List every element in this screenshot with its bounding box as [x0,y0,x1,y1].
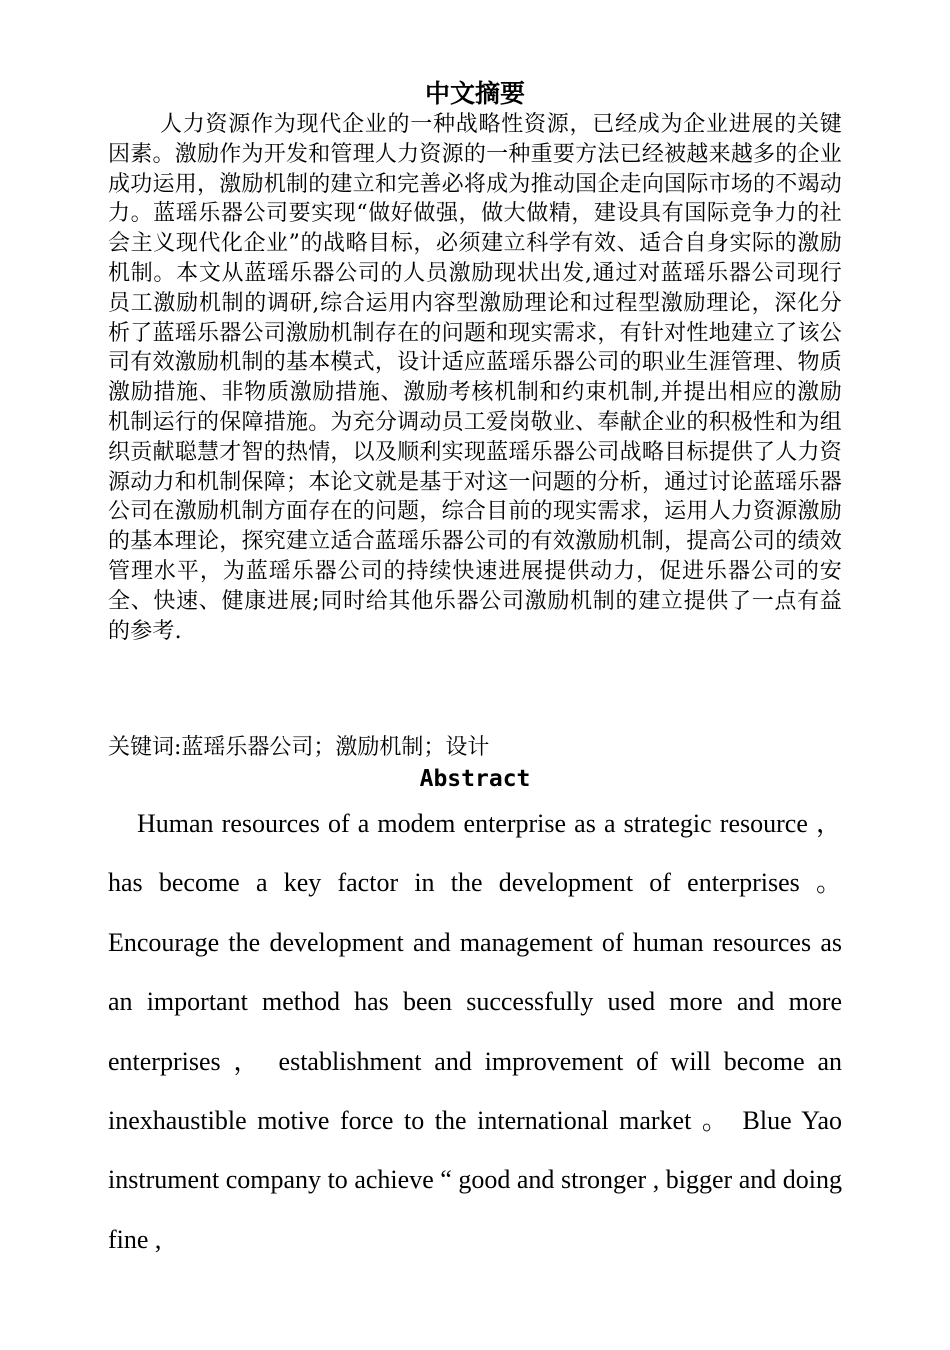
chinese-abstract-body: 人力资源作为现代企业的一种战略性资源，已经成为企业进展的关键因素。激励作为开发和管理人力资源的一种重要方法已经被越来越多的企业成功运用，激励机制的建立和完善必将成为推动国企走向国际市场的不竭动力。蓝瑶乐器公司要实现“做好做强，做大做精，建设具有国际竞争力的社会主义现代化企业”的战略目标，必须建立科学有效、适合自身实际的激励机制。本文从蓝瑶乐器公司的人员激励现状出发,通过对蓝瑶乐器公司现行员工激励机制的调研,综合运用内容型激励理论和过程型激励理论，深化分析了蓝瑶乐器公司激励机制存在的问题和现实需求，有针对性地建立了该公司有效激励机制的基本模式，设计适应蓝瑶乐器公司的职业生涯管理、物质激励措施、非物质激励措施、激励考核机制和约束机制,并提出相应的激励机制运行的保障措施。为充分调动员工爱岗敬业、奉献企业的积极性和为组织贡献聪慧才智的热情，以及顺利实现蓝瑶乐器公司战略目标提供了人力资源动力和机制保障；本论文就是基于对这一问题的分析，通过讨论蓝瑶乐器公司在激励机制方面存在的问题，综合目前的现实需求，运用人力资源激励的基本理论，探究建立适合蓝瑶乐器公司的有效激励机制，提高公司的绩效管理水平，为蓝瑶乐器公司的持续快速进展提供动力，促进乐器公司的安全、快速、健康进展;同时给其他乐器公司激励机制的建立提供了一点有益的参考. [108,112,842,644]
english-abstract-title: Abstract [419,766,531,792]
chinese-keywords: 关键词:蓝瑶乐器公司；激励机制；设计 [108,735,490,760]
chinese-abstract-title: 中文摘要 [424,79,525,108]
english-abstract-body: Human resources of a modem enterprise as a strategic resource ， has become a key factor in the development of enterprises 。 Encourage the development and management of human resources as an important method has been successfully used more and more enterprises ， establishment and improvement of will become an inexhaustible motive force to the international market 。 Blue Yao instrument company to achieve “ good and stronger , bigger and doing fine , [108,809,842,1254]
